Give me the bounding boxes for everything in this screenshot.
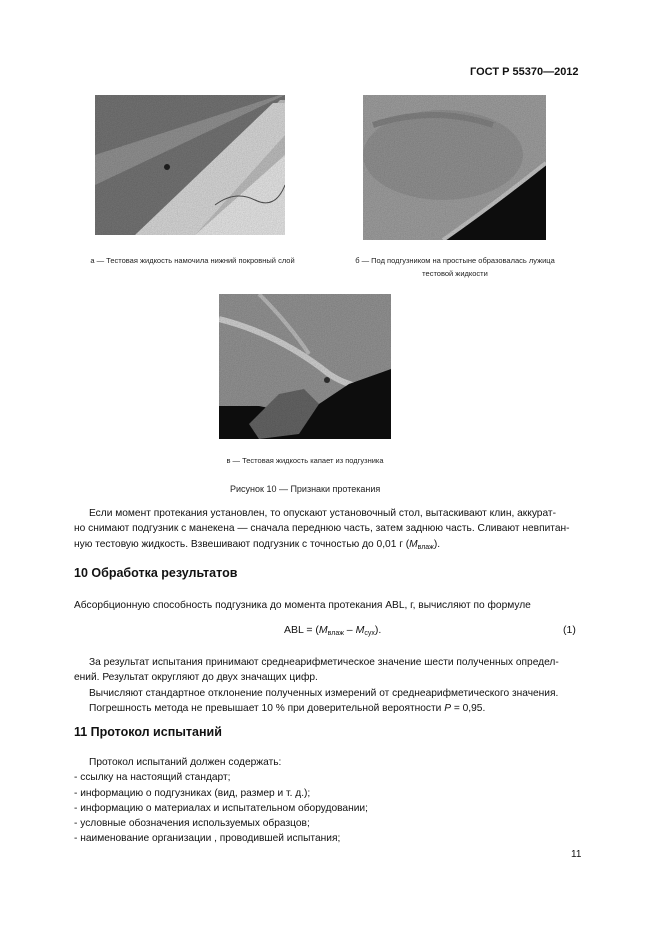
caption-b-line2: тестовой жидкости	[422, 269, 488, 278]
symbol-m: M	[318, 624, 328, 636]
protocol-contents	[74, 755, 584, 847]
caption-a: а — Тестовая жидкость намочила нижний покровный слой	[90, 256, 295, 265]
figure-title: Рисунок 10 — Признаки протекания	[230, 484, 381, 494]
subscript: влаж	[417, 543, 434, 551]
list-item: - ссылку на настоящий стандарт;	[74, 772, 231, 784]
list-item: - условные обозначения используемых образцов;	[74, 818, 310, 830]
list-item: - наименование организации , проводившей испытания;	[74, 833, 341, 845]
paragraph-leak-procedure	[74, 506, 584, 555]
paragraph-line: ений. Результат округляют до двух значащих цифр.	[74, 672, 318, 684]
paragraph-line: Если момент протекания установлен, то опускают установочный стол, вытаскивают клин, аккурат-	[89, 508, 556, 519]
paragraph-line: но снимают подгузник с манекена — сначала переднюю часть, затем заднюю часть. Сливают невпитан-	[74, 523, 570, 535]
symbol-m: M	[355, 624, 365, 636]
subscript: влаж	[327, 630, 344, 637]
paragraph-line	[74, 537, 584, 555]
section-10-heading: 10 Обработка результатов	[74, 566, 238, 580]
figure-photo-a	[95, 95, 285, 235]
paragraph-line	[74, 701, 584, 716]
list-item: - информацию о подгузниках (вид, размер и т. д.);	[74, 787, 311, 799]
text-run: ).	[433, 538, 441, 550]
section-10-body	[74, 655, 584, 716]
subscript: сух	[364, 630, 375, 637]
caption-c: в — Тестовая жидкость капает из подгузника	[226, 456, 384, 465]
section-11-heading: 11 Протокол испытаний	[74, 725, 222, 739]
symbol-m: M	[409, 538, 418, 550]
paragraph-line: За результат испытания принимают среднеарифметическое значение шести полученных определ-	[89, 657, 559, 668]
formula-close: ).	[374, 624, 382, 636]
formula-minus: –	[343, 624, 356, 636]
standard-number: ГОСТ Р 55370—2012	[470, 66, 579, 78]
paragraph-line: Вычисляют стандартное отклонение полученных измерений от среднеарифметического значения.	[89, 687, 559, 699]
formula-number: (1)	[563, 624, 576, 636]
section-10-intro: Абсорбционную способность подгузника до момента протекания ABL, г, вычисляют по формуле	[74, 600, 531, 611]
symbol-p: P	[444, 702, 452, 714]
list-item: - информацию о материалах и испытательном оборудовании;	[74, 802, 368, 814]
text-run: Погрешность метода не превышает 10 % при доверительной вероятности	[89, 702, 445, 714]
caption-b	[330, 254, 580, 280]
page-number: 11	[571, 849, 582, 860]
figure-photo-b	[363, 95, 546, 240]
figure-photo-c	[219, 294, 391, 439]
formula-lhs: ABL = (	[284, 624, 319, 636]
text-run: = 0,95.	[451, 702, 486, 714]
protocol-intro: Протокол испытаний должен содержать:	[89, 757, 282, 768]
caption-b-line1: б — Под подгузником на простыне образовалась лужица	[355, 256, 555, 265]
text-run: ную тестовую жидкость. Взвешивают подгузник с точностью до 0,01 г (	[74, 538, 410, 550]
formula	[284, 624, 381, 637]
